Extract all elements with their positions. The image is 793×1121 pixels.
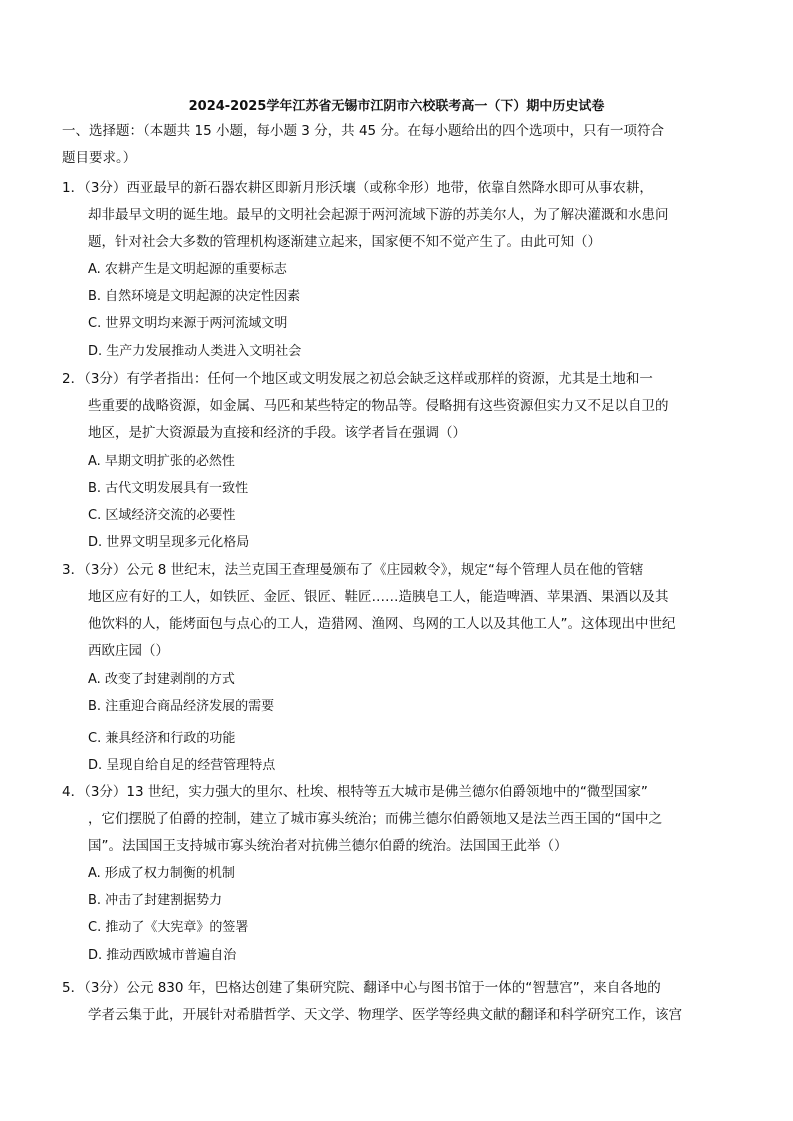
question-1-line-3: 题，针对社会大多数的管理机构逐渐建立起来，国家便不知不觉产生了。由此可知（）: [88, 234, 601, 250]
question-2-option-b: B. 古代文明发展具有一致性: [88, 481, 249, 496]
question-3-line-2: 地区应有好的工人，如铁匠、金匠、银匠、鞋匠……造胰皂工人，能造啤酒、苹果酒、果酒以及其: [88, 589, 669, 605]
question-3-option-d: D. 呈现自给自足的经营管理特点: [88, 758, 276, 773]
question-1: [62, 175, 738, 256]
question-2-line-3: 地区，是扩大资源最为直接和经济的手段。该学者旨在强调（）: [88, 425, 466, 441]
question-4-option-c: C. 推动了《大宪章》的签署: [88, 920, 249, 935]
question-1-option-c: C. 世界文明均来源于两河流域文明: [88, 316, 288, 331]
question-4-line-3: 国”。法国国王支持城市寡头统治者对抗佛兰德尔伯爵的统治。法国国王此举（）: [88, 838, 568, 854]
section-heading: [62, 118, 738, 172]
question-3-option-b: B. 注重迎合商品经济发展的需要: [88, 699, 275, 714]
question-3-line-1: 3．（3分）公元 8 世纪末，法兰克国王查理曼颁布了《庄园敕令》，规定“每个管理人员在他的管辖: [62, 562, 644, 578]
question-3: [62, 557, 738, 665]
question-5-line-1: 5．（3分）公元 830 年，巴格达创建了集研究院、翻译中心与图书馆于一体的“智慧宫”，来自各地的: [62, 980, 661, 996]
question-1-line-1: 1．（3分）西亚最早的新石器农耕区即新月形沃壤（或称伞形）地带，依靠自然降水即可从事农耕，: [62, 180, 653, 196]
question-5: [62, 975, 738, 1029]
question-4-line-1: 4．（3分）13 世纪，实力强大的里尔、杜埃、根特等五大城市是佛兰德尔伯爵领地中的“微型国家”: [62, 784, 648, 800]
question-1-option-a: A. 农耕产生是文明起源的重要标志: [88, 262, 287, 277]
question-1-option-d: D. 生产力发展推动人类进入文明社会: [88, 344, 302, 359]
question-2: [62, 366, 738, 447]
question-2-line-1: 2．（3分）有学者指出：任何一个地区或文明发展之初总会缺乏这样或那样的资源，尤其是土地和一: [62, 371, 653, 387]
exam-title: 2024-2025学年江苏省无锡市江阴市六校联考高一（下）期中历史试卷: [188, 99, 605, 114]
question-4-option-d: D. 推动西欧城市普遍自治: [88, 948, 237, 963]
question-3-line-3: 他饮料的人，能烤面包与点心的工人，造猎网、渔网、鸟网的工人以及其他工人”。这体现出中世纪: [88, 616, 676, 632]
question-2-option-d: D. 世界文明呈现多元化格局: [88, 535, 250, 550]
question-4-option-b: B. 冲击了封建割据势力: [88, 893, 223, 908]
question-4-option-a: A. 形成了权力制衡的机制: [88, 866, 235, 881]
question-4-line-2: ，它们摆脱了伯爵的控制，建立了城市寡头统治；而佛兰德尔伯爵领地又是法兰西王国的“国中之: [88, 811, 662, 827]
question-4: [62, 779, 738, 860]
section-heading-line-1: 一、选择题：（本题共 15 小题，每小题 3 分，共 45 分。在每小题给出的四个选项中，只有一项符合: [62, 123, 664, 139]
question-2-option-a: A. 早期文明扩张的必然性: [88, 454, 235, 469]
question-3-option-a: A. 改变了封建剥削的方式: [88, 672, 235, 687]
question-1-option-b: B. 自然环境是文明起源的决定性因素: [88, 289, 301, 304]
question-3-option-c: C. 兼具经济和行政的功能: [88, 731, 236, 746]
section-heading-line-2: 题目要求。）: [62, 150, 137, 166]
question-2-line-2: 些重要的战略资源，如金属、马匹和某些特定的物品等。侵略拥有这些资源但实力又不足以自卫的: [88, 398, 669, 414]
question-3-line-4: 西欧庄园（）: [88, 643, 169, 659]
question-2-option-c: C. 区域经济交流的必要性: [88, 508, 236, 523]
question-5-line-2: 学者云集于此，开展针对希腊哲学、天文学、物理学、医学等经典文献的翻译和科学研究工作，该宫: [88, 1007, 682, 1023]
question-1-line-2: 却非最早文明的诞生地。最早的文明社会起源于两河流域下游的苏美尔人，为了解决灌溉和水患问: [88, 207, 669, 223]
